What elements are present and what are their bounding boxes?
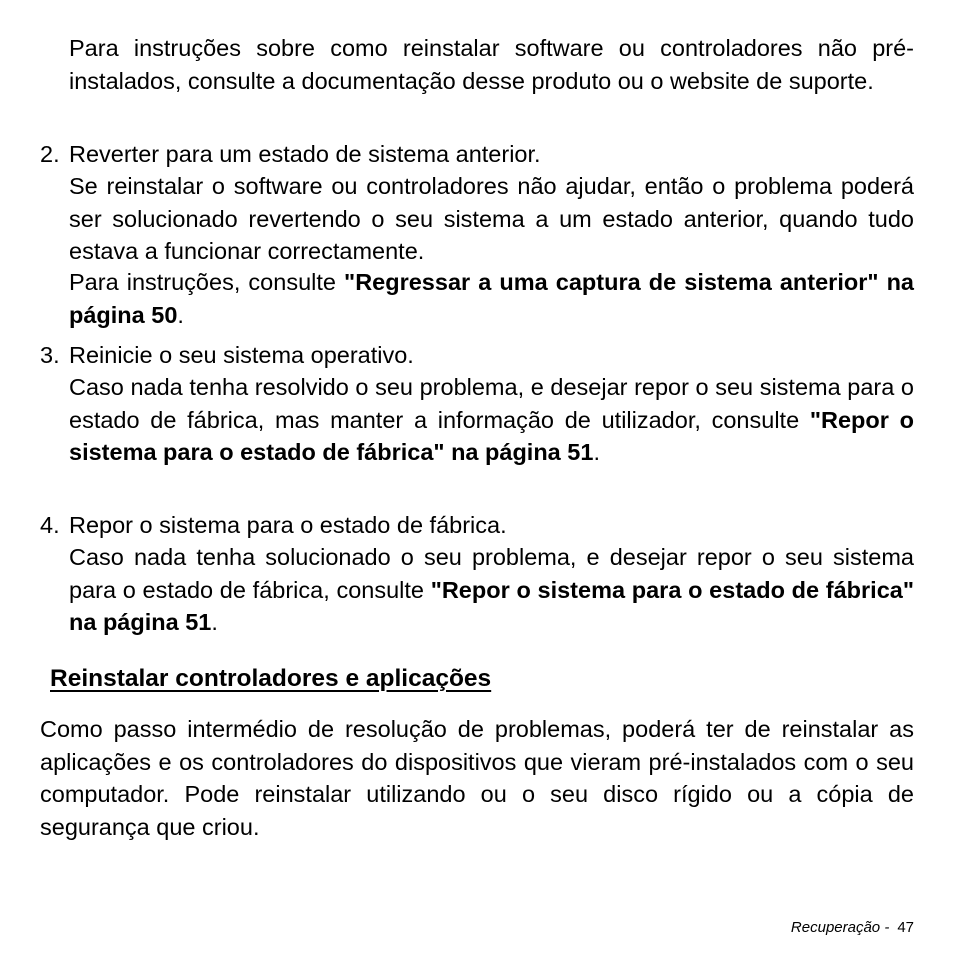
list-item-4-heading: [40, 509, 914, 542]
list-item-3-body: [69, 371, 914, 469]
reference-suffix: .: [177, 301, 184, 328]
list-item-number: 3.: [40, 342, 60, 368]
cross-reference-link[interactable]: "Repor o sistema para o estado de fábrica" na página 51: [69, 576, 914, 636]
cross-reference-link[interactable]: "Regressar a uma captura de sistema anterior" na página 50: [69, 269, 914, 328]
list-item-heading-text: Repor o sistema para o estado de fábrica.: [69, 512, 507, 538]
intro-paragraph: Para instruções sobre como reinstalar software ou controladores não pré-instalados, consulte a documentação desse produto ou o website de suporte.: [69, 35, 914, 94]
body-suffix: .: [593, 439, 600, 466]
section-heading: Reinstalar controladores e aplicações: [50, 665, 492, 692]
list-item-4-body: [69, 541, 914, 639]
list-item-2-heading: [40, 138, 914, 171]
body-suffix: .: [211, 609, 218, 636]
list-item-2-body: Se reinstalar o software ou controladores não ajudar, então o problema poderá ser solucionado revertendo o seu sistema a um estado anterior, quando tudo estava a funcionar correctamente.: [69, 173, 914, 265]
list-item-number: 2.: [40, 141, 60, 167]
list-item-heading-text: Reverter para um estado de sistema anterior.: [69, 141, 541, 167]
list-item-number: 4.: [40, 512, 60, 538]
list-item-heading-text: Reinicie o seu sistema operativo.: [69, 342, 414, 368]
footer-section-name: Recuperação -: [790, 919, 890, 936]
section-body-paragraph: Como passo intermédio de resolução de problemas, poderá ter de reinstalar as aplicações e os controladores do dispositivos que vieram pré-instalados com o seu computador. Pode reinstalar utilizando ou o seu disco rígido ou a cópia de segurança que criou.: [40, 716, 914, 840]
page-number: 47: [897, 919, 914, 936]
reference-prefix: Para instruções, consulte: [69, 269, 345, 295]
page-footer: [791, 918, 914, 938]
body-prefix: Caso nada tenha solucionado o seu problema, e desejar repor o seu sistema para o estado de fábrica, consulte: [69, 544, 914, 603]
list-item-2-reference: [69, 266, 914, 331]
list-item-3-heading: [40, 339, 914, 372]
cross-reference-link[interactable]: "Repor o sistema para o estado de fábrica" na página 51: [69, 406, 914, 466]
body-prefix: Caso nada tenha resolvido o seu problema, e desejar repor o seu sistema para o estado de fábrica, mas manter a informação de utilizador, consulte: [69, 374, 914, 433]
